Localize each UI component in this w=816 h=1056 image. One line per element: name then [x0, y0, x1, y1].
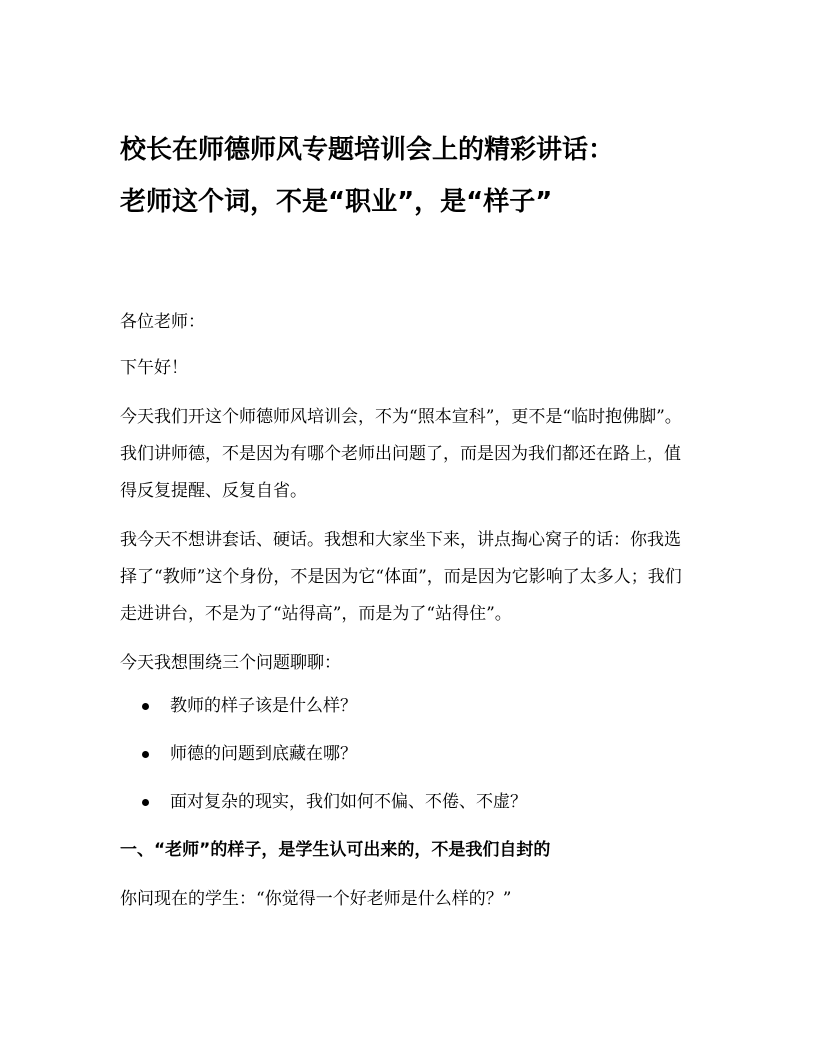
title-line-1: 校长在师德师风专题培训会上的精彩讲话： — [120, 135, 615, 165]
bullet-icon — [142, 799, 149, 806]
list-item — [120, 736, 688, 773]
document-title — [120, 124, 688, 228]
list-item-text: 面对复杂的现实，我们如何不偏、不倦、不虚？ — [170, 792, 527, 812]
title-line-2: 老师这个词，不是“职业”，是“样子” — [120, 187, 553, 217]
question-list — [120, 688, 688, 821]
section-heading-1: 一、“老师”的样子，是学生认可出来的，不是我们自封的 — [120, 840, 551, 860]
list-item — [120, 784, 688, 821]
list-item-text: 教师的样子该是什么样？ — [170, 696, 357, 716]
bullet-icon — [142, 751, 149, 758]
greeting: 各位老师： — [120, 312, 205, 332]
bullet-icon — [142, 703, 149, 710]
salutation: 下午好！ — [120, 358, 188, 378]
list-item — [120, 688, 688, 725]
paragraph-heart-to-heart: 我今天不想讲套话、硬话。我想和大家坐下来，讲点掏心窝子的话：你我选择了“教师”这个身份，不是因为它“体面”，而是因为它影响了太多人；我们走进讲台，不是为了“站得高”，而是为了“站得住”。 — [120, 530, 682, 624]
paragraph-three-questions: 今天我想围绕三个问题聊聊： — [120, 653, 341, 673]
paragraph-student-question: 你问现在的学生：“你觉得一个好老师是什么样的？” — [120, 889, 512, 909]
list-item-text: 师德的问题到底藏在哪？ — [170, 744, 357, 764]
document-body — [120, 124, 688, 918]
paragraph-intro: 今天我们开这个师德师风培训会，不为“照本宣科”，更不是“临时抱佛脚”。我们讲师德，不是因为有哪个老师出问题了，而是因为我们都还在路上，值得反复提醒、反复自省。 — [120, 407, 682, 501]
